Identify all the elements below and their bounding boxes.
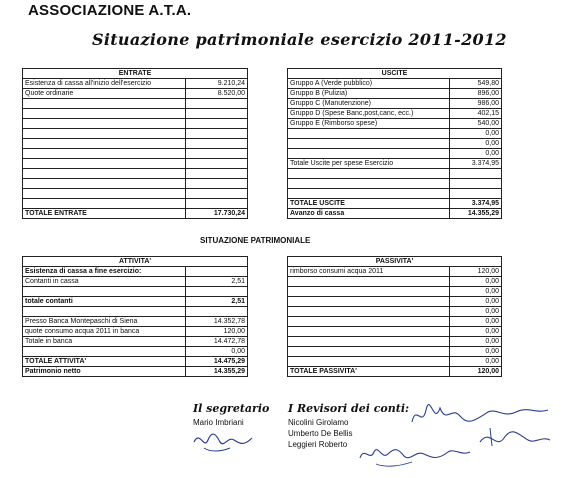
row-value: 540,00 [450,119,502,129]
row-value: 0,00 [450,317,502,327]
entrate-table [22,68,248,219]
table-row [288,99,502,109]
row-label: Esistenza di cassa all'inizio dell'esercizio [23,79,186,89]
row-label: Gruppo B (Pulizia) [288,89,450,99]
row-value: 0,00 [450,287,502,297]
uscite-header: USCITE [288,69,502,79]
row-label [288,347,450,357]
row-label [23,307,186,317]
row-value [186,199,248,209]
total-value: 120,00 [450,367,502,377]
row-value: 14.472,78 [186,337,248,347]
organization-name: ASSOCIAZIONE A.T.A. [28,2,192,19]
table-row [288,129,502,139]
uscite-table [287,68,502,219]
row-label: rimborso consumi acqua 2011 [288,267,450,277]
row-value [186,159,248,169]
row-value: 0,00 [450,327,502,337]
table-row [288,307,502,317]
total-label: TOTALE ENTRATE [23,209,186,219]
row-value: 0,00 [450,307,502,317]
attivita-header: ATTIVITA' [23,257,248,267]
table-row [23,287,248,297]
passivita-header: PASSIVITA' [288,257,502,267]
row-value [186,149,248,159]
row-label [23,189,186,199]
row-value: 0,00 [450,337,502,347]
row-label [23,347,186,357]
auditor-name: Leggieri Roberto [288,440,348,449]
row-value [186,169,248,179]
row-label [23,99,186,109]
table-row [288,337,502,347]
row-value: 0,00 [450,357,502,367]
row-label [23,119,186,129]
row-label: totale contanti [23,297,186,307]
table-header-row [288,257,502,267]
secretary-role: Il segretario [193,402,270,415]
table-row [23,89,248,99]
row-label [288,139,450,149]
netto-row [23,367,248,377]
table-row [23,159,248,169]
row-label [288,179,450,189]
row-label: Esistenza di cassa a fine esercizio: [23,267,186,277]
table-row [23,179,248,189]
netto-label: Patrimonio netto [23,367,186,377]
row-value [450,179,502,189]
row-label [288,129,450,139]
table-row [23,109,248,119]
row-value: 0,00 [450,149,502,159]
row-label [288,287,450,297]
avanzo-row [288,209,502,219]
table-row [288,287,502,297]
table-row [23,199,248,209]
row-value [186,139,248,149]
row-label [23,129,186,139]
row-label: Gruppo A (Verde pubblico) [288,79,450,89]
row-value [186,267,248,277]
section-title: SITUAZIONE PATRIMONIALE [200,236,311,245]
row-label [23,159,186,169]
table-row [23,327,248,337]
table-row [288,357,502,367]
row-value: 549,80 [450,79,502,89]
row-label: Presso Banca Montepaschi di Siena [23,317,186,327]
table-row [23,307,248,317]
row-value [186,109,248,119]
row-label [23,109,186,119]
row-value: 0,00 [450,347,502,357]
row-value [186,307,248,317]
passivita-table [287,256,502,377]
total-row [288,199,502,209]
table-row [288,179,502,189]
secretary-signature-image [190,426,260,456]
table-row [23,79,248,89]
avanzo-label: Avanzo di cassa [288,209,450,219]
table-row [23,297,248,307]
table-row [288,149,502,159]
subtotal-value: 3.374,95 [450,159,502,169]
row-value: 2,51 [186,297,248,307]
table-row [23,277,248,287]
total-row [23,209,248,219]
row-label: Quote ordinarie [23,89,186,99]
row-label [288,337,450,347]
total-label: TOTALE PASSIVITA' [288,367,450,377]
subtotal-row [288,159,502,169]
row-label [23,139,186,149]
avanzo-value: 14.355,29 [450,209,502,219]
total-label: TOTALE ATTIVITA' [23,357,186,367]
row-value: 120,00 [186,327,248,337]
row-value [186,99,248,109]
row-label: Contanti in cassa [23,277,186,287]
attivita-table [22,256,248,377]
table-row [288,139,502,149]
table-row [288,189,502,199]
table-row [288,119,502,129]
row-label: Gruppo D (Spese Banc,post,canc, ecc.) [288,109,450,119]
row-value: 2,51 [186,277,248,287]
row-label [288,307,450,317]
table-row [23,347,248,357]
table-row [288,169,502,179]
auditor-name: Umberto De Bellis [288,429,353,438]
row-value: 0,00 [450,297,502,307]
page-title: Situazione patrimoniale esercizio 2011-2012 [92,30,507,49]
table-row [288,89,502,99]
table-row [23,337,248,347]
row-label [23,287,186,297]
auditor-name: Nicolini Girolamo [288,418,349,427]
row-value: 0,00 [450,139,502,149]
table-row [23,189,248,199]
table-row [23,129,248,139]
row-value [186,179,248,189]
row-label [288,169,450,179]
row-label: Totale in banca [23,337,186,347]
total-label: TOTALE USCITE [288,199,450,209]
total-row [23,357,248,367]
table-row [23,169,248,179]
row-label [23,179,186,189]
row-value: 896,00 [450,89,502,99]
total-value: 14.475,29 [186,357,248,367]
secretary-name: Mario Imbriani [193,418,244,427]
row-label [288,297,450,307]
total-value: 3.374,95 [450,199,502,209]
row-label [288,327,450,337]
row-label: Gruppo C (Manutenzione) [288,99,450,109]
row-value: 120,00 [450,267,502,277]
row-value [186,119,248,129]
row-label [288,277,450,287]
table-row [23,139,248,149]
row-label [288,189,450,199]
table-row [288,317,502,327]
table-row [288,267,502,277]
entrate-header: ENTRATE [23,69,248,79]
row-value [186,287,248,297]
table-row [23,267,248,277]
table-row [288,347,502,357]
table-row [288,79,502,89]
total-row [288,367,502,377]
table-header-row [23,257,248,267]
row-label [23,169,186,179]
row-value: 0,00 [450,129,502,139]
row-label: Gruppo E (Rimborso spese) [288,119,450,129]
table-header-row [23,69,248,79]
row-value [186,129,248,139]
table-row [288,277,502,287]
row-value: 0,00 [186,347,248,357]
row-value: 9.210,24 [186,79,248,89]
row-value: 402,15 [450,109,502,119]
row-value [186,189,248,199]
auditor-signature-image [356,438,476,470]
row-label [288,357,450,367]
total-value: 17.730,24 [186,209,248,219]
row-label [23,199,186,209]
table-row [23,99,248,109]
table-row [288,327,502,337]
row-value: 8.520,00 [186,89,248,99]
row-label: quote consumo acqua 2011 in banca [23,327,186,337]
row-value [450,189,502,199]
table-row [23,317,248,327]
table-row [23,149,248,159]
row-label [288,149,450,159]
row-value: 14.352,78 [186,317,248,327]
netto-value: 14.355,29 [186,367,248,377]
table-row [23,119,248,129]
subtotal-label: Totale Uscite per spese Esercizio [288,159,450,169]
auditors-role: I Revisori dei conti: [288,402,410,415]
table-header-row [288,69,502,79]
table-row [288,109,502,119]
table-row [288,297,502,307]
row-value: 0,00 [450,277,502,287]
row-value: 986,00 [450,99,502,109]
row-label [288,317,450,327]
row-label [23,149,186,159]
row-value [450,169,502,179]
